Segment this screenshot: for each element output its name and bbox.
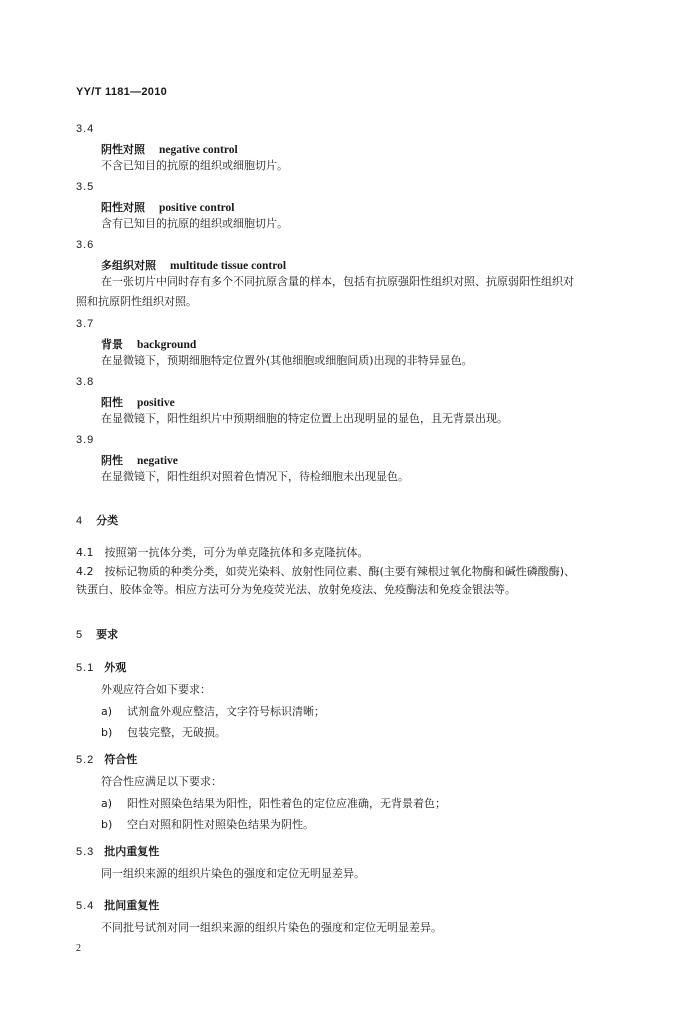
term-definition-line: 照和抗原阴性组织对照。 (76, 295, 197, 308)
list-text: 空白对照和阴性对照染色结果为阴性。 (127, 818, 314, 831)
subsection-heading (76, 897, 159, 913)
section-heading (76, 626, 118, 642)
term-en: multitude tissue control (170, 260, 287, 272)
paragraph-line: 4.2 按标记物质的种类分类，如荧光染料、放射性同位素、酶(主要有辣根过氧化物酶和碱性磷酸酶)、 (76, 565, 576, 578)
standard-code-header: YY/T 1181—2010 (76, 86, 168, 98)
list-item (101, 703, 325, 719)
term-definition: 含有已知目的抗原的组织或细胞切片。 (101, 217, 288, 230)
clause-number: 3.7 (76, 318, 95, 330)
requirement-intro: 符合性应满足以下要求： (101, 775, 222, 788)
clause-number: 3.9 (76, 434, 95, 446)
term-definition: 在显微镜下，阳性组织片中预期细胞的特定位置上出现明显的显色，且无背景出现。 (101, 412, 508, 425)
section-heading (76, 512, 118, 528)
list-marker: a) (101, 797, 113, 810)
term-heading (101, 336, 196, 352)
list-marker: b) (101, 726, 113, 739)
list-text: 包装完整，无破损。 (127, 726, 226, 739)
section-title: 要求 (96, 628, 119, 641)
list-text: 试剂盒外观应整洁，文字符号标识清晰； (127, 705, 325, 718)
paragraph-line: 铁蛋白、胶体金等。相应方法可分为免疫荧光法、放射免疫法、免疫酶法和免疫金银法等。 (76, 583, 516, 596)
term-definition: 在显微镜下，阳性组织对照着色情况下，待检细胞未出现显色。 (101, 470, 409, 483)
subsection-title: 符合性 (104, 753, 138, 766)
term-heading (101, 141, 238, 157)
section-number: 4 (76, 515, 83, 527)
list-marker: b) (101, 818, 113, 831)
term-cn: 背景 (101, 338, 123, 351)
term-heading (101, 452, 178, 468)
term-cn: 阳性对照 (101, 201, 145, 214)
term-heading (101, 394, 175, 410)
list-item (101, 724, 226, 740)
page-number: 2 (76, 943, 81, 954)
subsection-number: 5.4 (76, 900, 95, 912)
subsection-heading (76, 843, 159, 859)
paragraph: 4.1 按照第一抗体分类，可分为单克隆抗体和多克隆抗体。 (76, 546, 369, 559)
term-definition: 不含已知目的抗原的组织或细胞切片。 (101, 159, 288, 172)
list-text: 阳性对照染色结果为阳性，阳性着色的定位应准确，无背景着色； (127, 797, 446, 810)
term-cn: 多组织对照 (101, 259, 156, 272)
requirement-text: 同一组织来源的组织片染色的强度和定位无明显差异。 (101, 867, 365, 880)
list-item (101, 795, 446, 811)
section-title: 分类 (96, 514, 119, 527)
term-en: positive (137, 397, 175, 409)
clause-number: 3.5 (76, 181, 95, 193)
term-en: background (137, 339, 197, 351)
section-number: 5 (76, 629, 83, 641)
term-en: positive control (159, 202, 235, 214)
term-definition-line: 在一张切片中同时存有多个不同抗原含量的样本，包括有抗原强阳性组织对照、抗原弱阳性组织对 (101, 275, 574, 288)
subsection-title: 批内重复性 (104, 845, 160, 858)
subsection-title: 批间重复性 (104, 899, 160, 912)
list-item (101, 816, 314, 832)
subsection-heading (76, 751, 137, 767)
clause-number: 3.8 (76, 376, 95, 388)
term-heading (101, 199, 235, 215)
term-cn: 阳性 (101, 396, 123, 409)
term-en: negative control (159, 144, 238, 156)
requirement-text: 不同批号试剂对同一组织来源的组织片染色的强度和定位无明显差异。 (101, 921, 442, 934)
subsection-heading (76, 659, 126, 675)
term-definition: 在显微镜下，预期细胞特定位置外(其他细胞或细胞间质)出现的非特异显色。 (101, 354, 473, 367)
term-en: negative (137, 455, 178, 467)
subsection-number: 5.2 (76, 754, 95, 766)
subsection-number: 5.3 (76, 846, 95, 858)
requirement-intro: 外观应符合如下要求： (101, 683, 211, 696)
subsection-number: 5.1 (76, 662, 95, 674)
clause-number: 3.6 (76, 239, 95, 251)
clause-number: 3.4 (76, 123, 95, 135)
subsection-title: 外观 (104, 661, 127, 674)
term-cn: 阴性对照 (101, 143, 145, 156)
term-heading (101, 257, 286, 273)
term-cn: 阴性 (101, 454, 123, 467)
list-marker: a) (101, 705, 113, 718)
